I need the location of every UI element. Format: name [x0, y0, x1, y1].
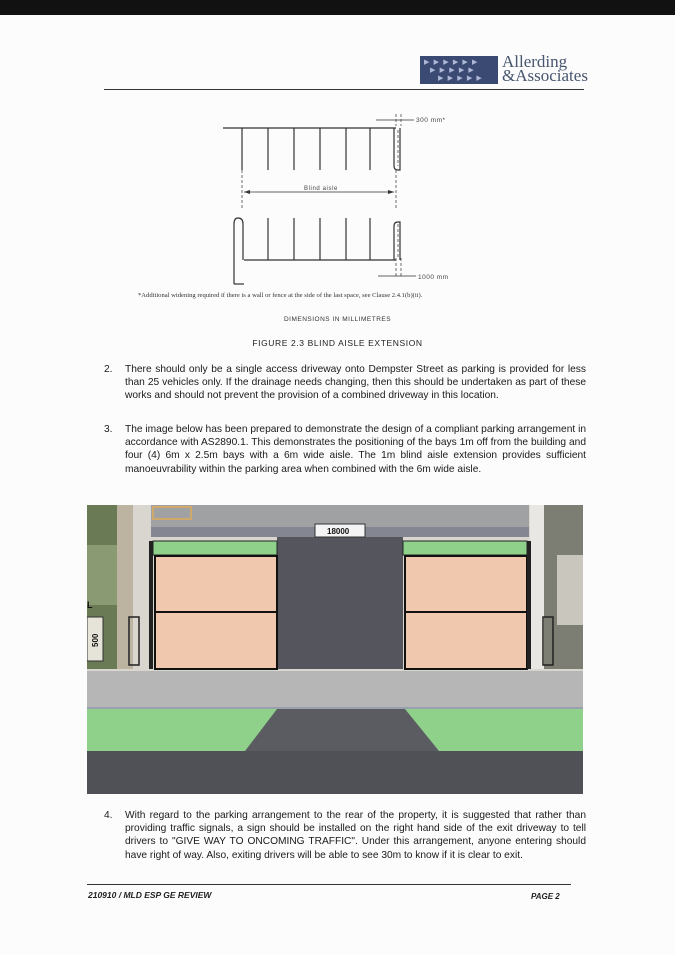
paragraph-number: 2. — [104, 364, 113, 375]
paragraph-number: 4. — [104, 810, 113, 821]
document-reference: 210910 / MLD ESP GE REVIEW — [88, 890, 212, 900]
figure-caption: FIGURE 2.3 BLIND AISLE EXTENSION — [252, 338, 423, 348]
header-rule — [104, 89, 584, 90]
paragraph-2 — [104, 363, 586, 403]
logo-arrows-icon: ▶ ▶ ▶ ▶ ▶ ▶ ▶ ▶ ▶ ▶ ▶ ▶ ▶ ▶ ▶ ▶ — [420, 56, 498, 84]
paragraph-text: The image below has been prepared to demonstrate the design of a compliant parking arrangement in accordance with AS2890.1. This demonstrates the positioning of the bays 1m off from the building and four (4) 6m x 2.5m bays with a 6m wide aisle. The 1m blind aisle extension provides sufficient manoeuvrability within the parking area when combined with the 6m wide aisle. — [125, 424, 586, 475]
paragraph-3 — [104, 423, 586, 489]
parking-site-plan — [87, 505, 583, 794]
edge-label: L — [87, 600, 93, 610]
paragraph-4 — [104, 809, 586, 865]
paragraph-number: 3. — [104, 424, 113, 435]
page-number: PAGE 2 — [531, 892, 560, 901]
scan-border — [0, 0, 675, 15]
width-dimension-label: 18000 — [327, 527, 350, 536]
footer-rule — [87, 884, 571, 885]
paragraph-text: There should only be a single access driveway onto Dempster Street as parking is provided for less than 25 vehicles only. If the drainage needs changing, then this should be undertaken as part of these works and should not prevent the provision of a combined driveway in this location. — [125, 364, 586, 402]
units-note: DIMENSIONS IN MILLIMETRES — [283, 316, 392, 323]
figure-footnote: *Additional widening required if there is a wall or fence at the side of the last space, see Clause 2.4.1(b)(ii). — [138, 292, 423, 299]
blind-aisle-label: Blind aisle — [304, 186, 338, 192]
dim-top-label: 300 mm* — [416, 117, 446, 124]
logo-name-2: &Associates — [502, 66, 588, 85]
blind-aisle-diagram — [104, 108, 584, 348]
dim-bottom-label: 1000 mm — [418, 274, 449, 281]
company-logo — [420, 52, 588, 88]
logo-name: Allerding — [502, 52, 568, 71]
side-dimension-label: 500 — [91, 633, 100, 647]
paragraph-text: With regard to the parking arrangement to the rear of the property, it is suggested that rather than providing traffic signals, a sign should be installed on the right hand side of the exit driveway to tell drivers to "GIVE WAY TO ONCOMING TRAFFIC". Under this arrangement, anyone entering should have right of way. Also, exiting drivers will be able to see 30m to know if it is clear to exit. — [125, 810, 586, 861]
